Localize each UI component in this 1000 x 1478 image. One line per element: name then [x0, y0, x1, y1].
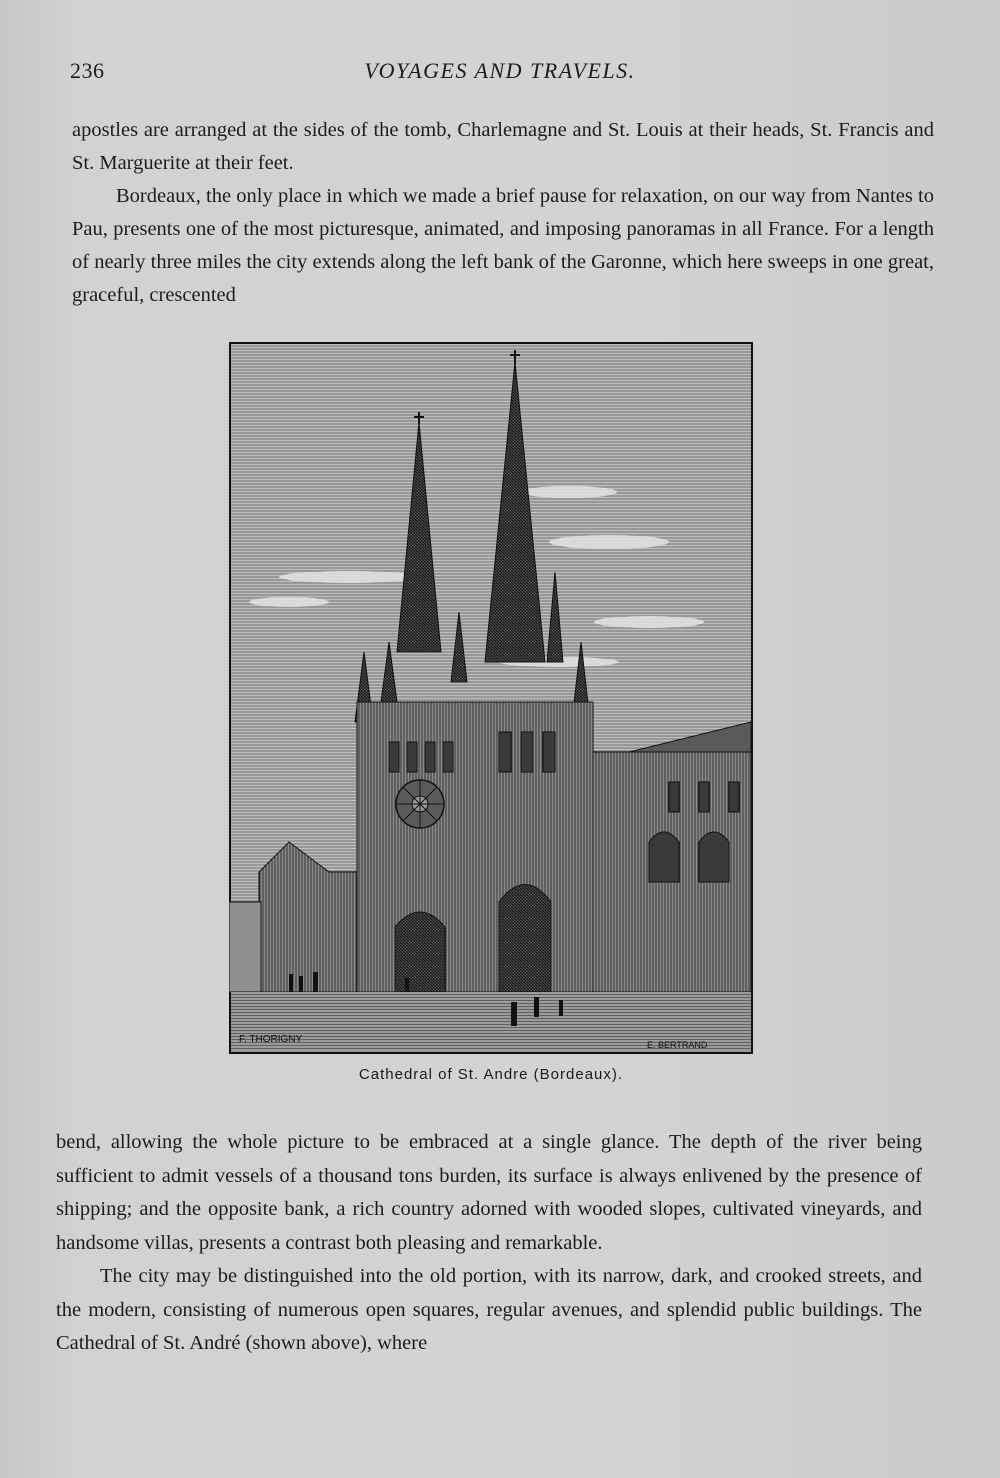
engraver-left: F. THORIGNY: [239, 1034, 303, 1045]
paragraph-river: bend, allowing the whole picture to be embraced at a single glance. The depth of the river being sufficient to admit vessels of a thousand tons burden, its surface is always enlivened by the presence of shipping; and the opposite bank, a rich country adorned with wooded slopes, cultivated vineyards, and handsome villas, presents a contrast both pleasing and remarkable.: [56, 1131, 922, 1254]
page-number: 236: [70, 58, 105, 83]
figure-caption: Cathedral of St. Andre (Bordeaux).: [358, 1066, 624, 1083]
paragraph-continued: apostles are arranged at the sides of the tomb, Charlemagne and St. Louis at their heads, St. Francis and St. Marguerite at their feet.: [72, 119, 934, 174]
bottom-text-block: [56, 1126, 922, 1361]
cathedral-engraving: [229, 342, 753, 1054]
paragraph-city: The city may be distinguished into the old portion, with its narrow, dark, and crooked streets, and the modern, consisting of numerous open squares, regular avenues, and splendid public buildings. The Cathedral of St. André (shown above), where: [56, 1265, 922, 1354]
paragraph-bordeaux: Bordeaux, the only place in which we made a brief pause for relaxation, on our way from Nantes to Pau, presents one of the most picturesque, animated, and imposing panoramas in all France. For a length of nearly three miles the city extends along the left bank of the Garonne, which here sweeps in one great, graceful, crescented: [72, 185, 934, 306]
running-title: VOYAGES AND TRAVELS.: [364, 58, 636, 83]
top-text-block: [72, 114, 934, 312]
page-header: [70, 58, 930, 90]
engraver-right: E. BERTRAND: [647, 1040, 708, 1050]
